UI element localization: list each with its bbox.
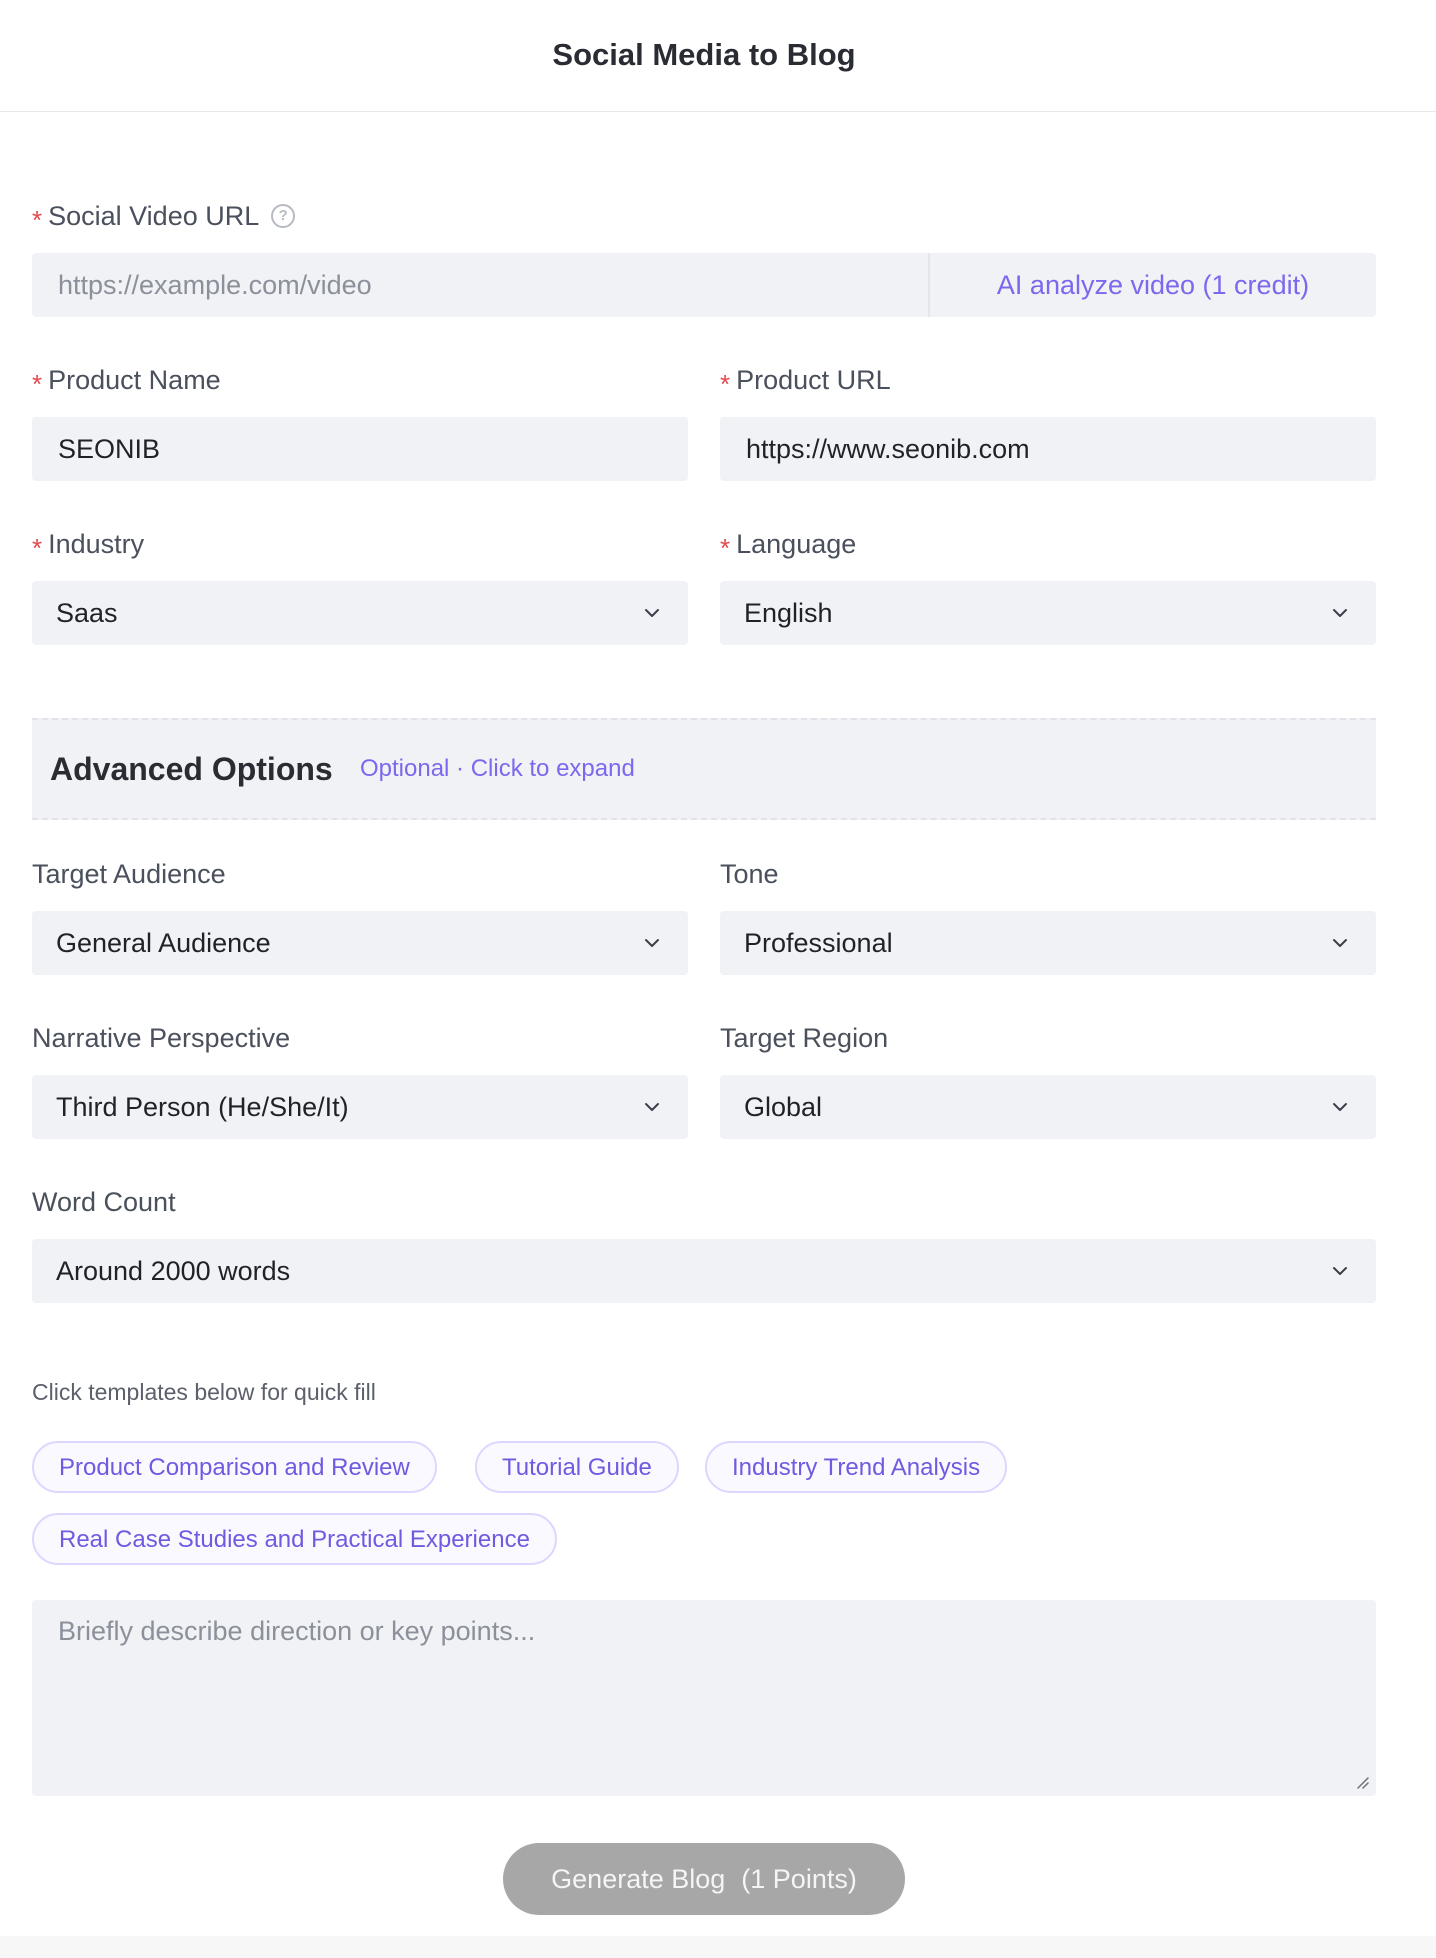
generate-blog-label: Generate Blog bbox=[551, 1864, 726, 1894]
generate-points-label: (1 Points) bbox=[741, 1864, 857, 1894]
chevron-down-icon bbox=[642, 603, 662, 623]
chevron-down-icon bbox=[1330, 1261, 1350, 1281]
required-mark: * bbox=[32, 205, 43, 235]
chevron-down-icon bbox=[1330, 603, 1350, 623]
language-label bbox=[720, 524, 856, 564]
generate-blog-button[interactable] bbox=[503, 1843, 905, 1915]
language-value: English bbox=[744, 598, 833, 628]
tone-value: Professional bbox=[744, 928, 893, 958]
product-name-input[interactable] bbox=[32, 417, 688, 481]
industry-select[interactable] bbox=[32, 581, 688, 645]
required-mark: * bbox=[720, 533, 731, 563]
product-url-label-text: Product URL bbox=[736, 365, 891, 395]
resize-handle-icon[interactable] bbox=[1354, 1774, 1370, 1790]
word-count-label: Word Count bbox=[32, 1187, 176, 1217]
product-name-label-text: Product Name bbox=[48, 365, 221, 395]
social-video-url-input[interactable] bbox=[32, 253, 928, 317]
template-chip-tutorial-guide[interactable]: Tutorial Guide bbox=[475, 1441, 679, 1493]
chevron-down-icon bbox=[1330, 1097, 1350, 1117]
tone-label: Tone bbox=[720, 859, 779, 889]
page-title: Social Media to Blog bbox=[552, 37, 856, 72]
bottom-edge bbox=[0, 1936, 1436, 1958]
product-name-label bbox=[32, 360, 221, 400]
required-mark: * bbox=[32, 533, 43, 563]
tone-select[interactable] bbox=[720, 911, 1376, 975]
help-icon[interactable]: ? bbox=[271, 204, 295, 228]
target-audience-label: Target Audience bbox=[32, 859, 226, 889]
target-region-value: Global bbox=[744, 1092, 823, 1122]
social-video-url-label-text: Social Video URL bbox=[48, 201, 260, 231]
template-chip-product-comparison[interactable]: Product Comparison and Review bbox=[32, 1441, 437, 1493]
language-select[interactable] bbox=[720, 581, 1376, 645]
social-video-url-label bbox=[32, 196, 295, 236]
word-count-select[interactable] bbox=[32, 1239, 1376, 1303]
product-url-label bbox=[720, 360, 891, 400]
advanced-options-title: Advanced Options bbox=[50, 751, 333, 787]
header bbox=[0, 0, 1436, 112]
word-count-value: Around 2000 words bbox=[56, 1256, 291, 1286]
templates-hint: Click templates below for quick fill bbox=[32, 1379, 376, 1405]
required-mark: * bbox=[720, 369, 731, 399]
description-field bbox=[32, 1600, 1376, 1796]
template-chip-case-studies[interactable]: Real Case Studies and Practical Experience bbox=[32, 1513, 557, 1565]
product-url-input[interactable] bbox=[720, 417, 1376, 481]
industry-label bbox=[32, 524, 144, 564]
industry-label-text: Industry bbox=[48, 529, 145, 559]
description-textarea[interactable] bbox=[32, 1600, 1376, 1796]
ai-analyze-video-button[interactable]: AI analyze video (1 credit) bbox=[928, 253, 1376, 317]
chevron-down-icon bbox=[642, 933, 662, 953]
chevron-down-icon bbox=[1330, 933, 1350, 953]
narrative-perspective-value: Third Person (He/She/It) bbox=[56, 1092, 349, 1122]
social-video-url-field bbox=[32, 253, 1376, 317]
product-name-field bbox=[32, 417, 688, 481]
target-audience-value: General Audience bbox=[56, 928, 271, 958]
advanced-options-hint: Optional · Click to expand bbox=[360, 755, 635, 782]
product-url-field bbox=[720, 417, 1376, 481]
chevron-down-icon bbox=[642, 1097, 662, 1117]
narrative-perspective-label: Narrative Perspective bbox=[32, 1023, 291, 1053]
language-label-text: Language bbox=[736, 529, 857, 559]
required-mark: * bbox=[32, 369, 43, 399]
target-audience-select[interactable] bbox=[32, 911, 688, 975]
advanced-options-toggle[interactable] bbox=[32, 718, 1376, 820]
target-region-label: Target Region bbox=[720, 1023, 889, 1053]
narrative-perspective-select[interactable] bbox=[32, 1075, 688, 1139]
industry-value: Saas bbox=[56, 598, 118, 628]
target-region-select[interactable] bbox=[720, 1075, 1376, 1139]
template-chip-industry-trend[interactable]: Industry Trend Analysis bbox=[705, 1441, 1007, 1493]
